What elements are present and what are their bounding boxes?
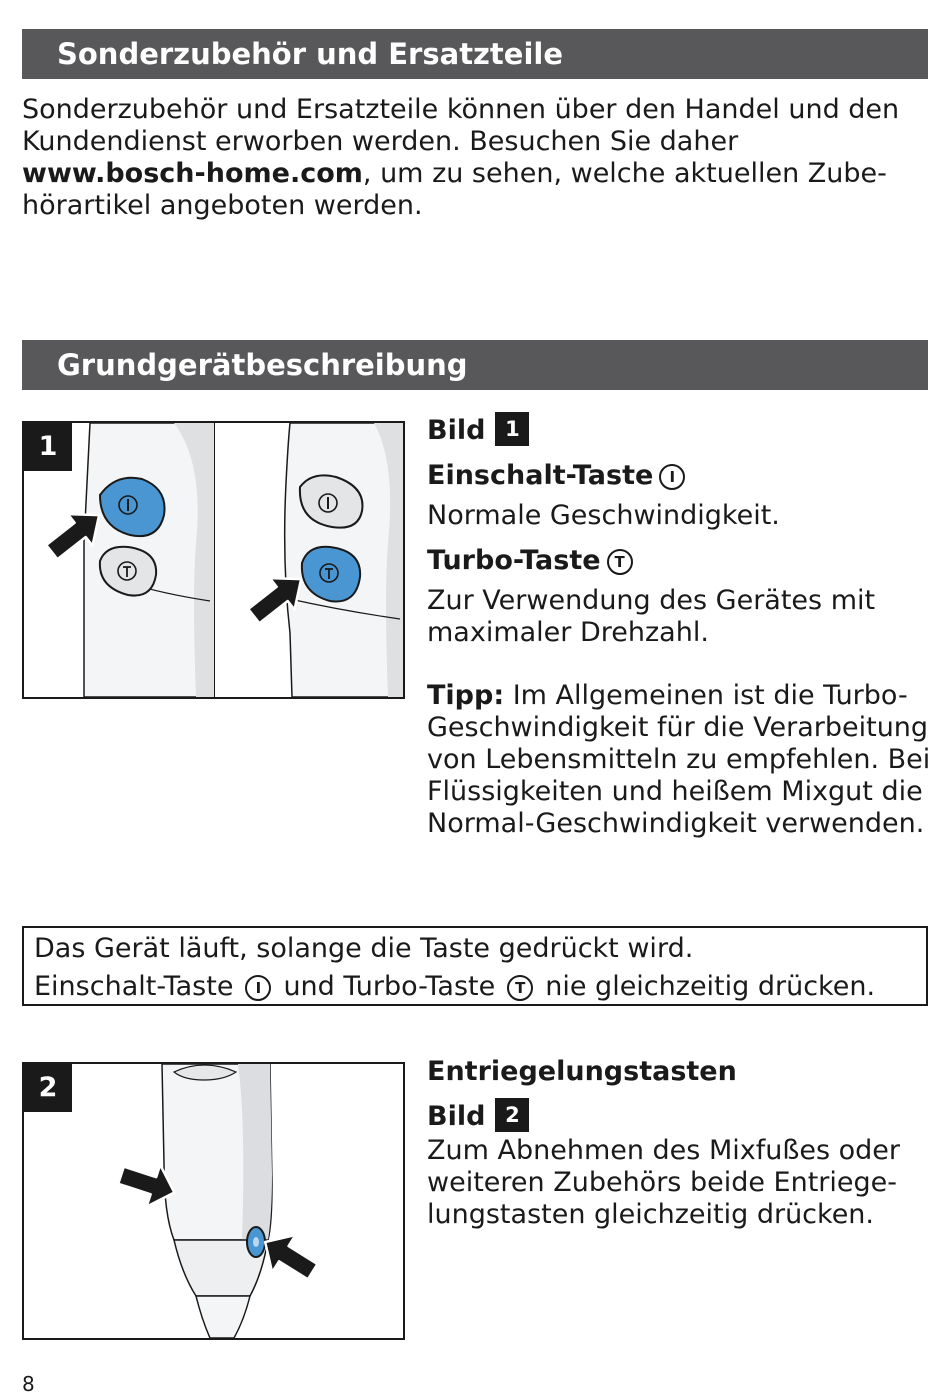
on-symbol-icon: I bbox=[659, 464, 685, 490]
figure-2-illustration bbox=[24, 1064, 403, 1338]
turbo-description: Zur Verwendung des Gerätes mit maximaler Drehzahl. bbox=[427, 585, 876, 648]
accessories-paragraph: Sonderzubehör und Ersatzteile können über den Handel und den Kundendienst erworben werden. Besuchen Sie daher www.bosch-home.com, um zu sehen, welche aktuellen Zubehörartikel angeboten werden. bbox=[22, 94, 900, 221]
section-heading-basic-description: Grundgerätbeschreibung bbox=[22, 340, 928, 390]
section-heading-accessories: Sonderzubehör und Ersatzteile bbox=[22, 29, 928, 79]
einschalt-description: Normale Geschwindigkeit. bbox=[427, 500, 780, 531]
tipp-label: Tipp: bbox=[427, 680, 505, 711]
release-buttons-description: Zum Abnehmen des Mixfußes oder weiteren Zubehörs beide Entriegelungstasten gleichzeitig drücken. bbox=[427, 1135, 900, 1230]
turbo-title: Turbo-Taste T bbox=[427, 545, 635, 577]
figure-1 bbox=[22, 421, 405, 699]
on-symbol-icon: I bbox=[245, 975, 271, 1001]
note-line-1: Das Gerät läuft, solange die Taste gedrückt wird. bbox=[34, 933, 694, 964]
turbo-symbol-icon: T bbox=[607, 549, 633, 575]
einschalt-title: Einschalt-Taste I bbox=[427, 460, 687, 492]
figure-1-illustration bbox=[24, 423, 403, 697]
figure-2 bbox=[22, 1062, 405, 1340]
note-line-2: Einschalt-Taste I und Turbo-Taste T nie gleichzeitig drücken. bbox=[34, 971, 876, 1002]
website-link[interactable]: www.bosch-home.com bbox=[22, 158, 363, 189]
turbo-symbol-icon: T bbox=[507, 975, 533, 1001]
figure-1-number: 1 bbox=[24, 423, 72, 471]
figure-2-number: 2 bbox=[24, 1064, 72, 1112]
page-number: 8 bbox=[22, 1372, 35, 1396]
note-box bbox=[22, 926, 928, 1006]
tipp-paragraph: Tipp: Im Allgemeinen ist die Turbo-Geschwindigkeit für die Verarbeitung von Lebensmitteln zu empfehlen. Bei Flüssigkeiten und heißem Mixgut die Normal-Geschwindigkeit verwenden. bbox=[427, 680, 931, 839]
bild-2-badge: 2 bbox=[495, 1098, 529, 1132]
release-buttons-title: Entriegelungstasten bbox=[427, 1056, 737, 1087]
bild-2-label: Bild 2 bbox=[427, 1098, 529, 1136]
bild-1-label: Bild 1 bbox=[427, 412, 529, 450]
bild-1-badge: 1 bbox=[495, 412, 529, 446]
